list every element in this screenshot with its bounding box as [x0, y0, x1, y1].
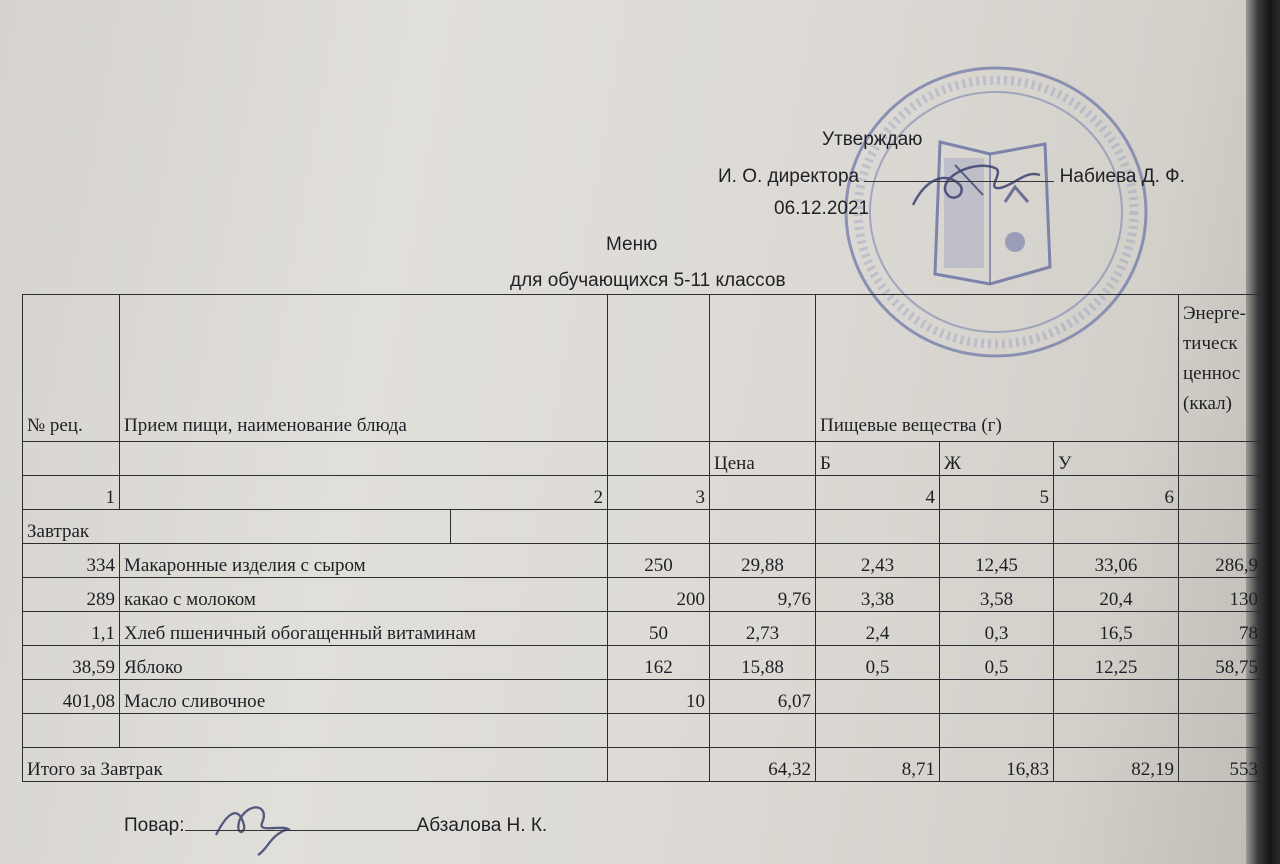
- table-row: [23, 646, 1263, 680]
- subheader-row: [23, 442, 1263, 476]
- approval-date: 06.12.2021: [774, 198, 870, 219]
- approval-line: [718, 163, 1185, 188]
- dish-name: какао с молоком: [120, 578, 608, 612]
- energy-value: 58,75: [1179, 646, 1263, 680]
- cook-signature-line: [185, 812, 417, 831]
- header-row: [23, 295, 1263, 442]
- subheader-b: Б: [816, 442, 940, 476]
- total-energy: 553: [1179, 748, 1263, 782]
- energy-value: 78: [1179, 612, 1263, 646]
- protein-value: 2,43: [816, 544, 940, 578]
- footer-cook: [124, 812, 547, 837]
- director-position: И. О. директора: [718, 166, 860, 187]
- dish-price: 15,88: [710, 646, 816, 680]
- dish-name: Масло сливочное: [120, 680, 608, 714]
- rec-number: 401,08: [23, 680, 120, 714]
- dish-name: Хлеб пшеничный обогащенный витаминам: [120, 612, 608, 646]
- header-empty: [710, 295, 816, 442]
- total-row: [23, 748, 1263, 782]
- fat-value: 12,45: [940, 544, 1054, 578]
- total-b: 8,71: [816, 748, 940, 782]
- carb-value: [1054, 680, 1179, 714]
- rec-number: 1,1: [23, 612, 120, 646]
- dish-name: Яблоко: [120, 646, 608, 680]
- total-zh: 16,83: [940, 748, 1054, 782]
- dish-price: 29,88: [710, 544, 816, 578]
- cook-label: Повар:: [124, 815, 185, 836]
- carb-value: 20,4: [1054, 578, 1179, 612]
- table-row: [23, 612, 1263, 646]
- table-row: [23, 680, 1263, 714]
- fat-value: 0,5: [940, 646, 1054, 680]
- fat-value: 3,58: [940, 578, 1054, 612]
- approval-title: Утверждаю: [822, 129, 923, 150]
- table-row: [23, 544, 1263, 578]
- energy-value: 286,9: [1179, 544, 1263, 578]
- subheader-u: У: [1054, 442, 1179, 476]
- header-rec-no: № рец.: [23, 295, 120, 442]
- section-label: Завтрак: [23, 510, 451, 544]
- energy-line-4: (ккал): [1183, 393, 1232, 414]
- dish-price: 2,73: [710, 612, 816, 646]
- header-meal: Прием пищи, наименование блюда: [120, 295, 608, 442]
- total-u: 82,19: [1054, 748, 1179, 782]
- energy-line-1: Энерге-: [1183, 303, 1246, 324]
- dish-weight: 250: [608, 544, 710, 578]
- table-row: [23, 578, 1263, 612]
- subheader-price: Цена: [710, 442, 816, 476]
- total-label: Итого за Завтрак: [23, 748, 608, 782]
- dish-weight: 200: [608, 578, 710, 612]
- protein-value: 2,4: [816, 612, 940, 646]
- col-num-2: 2: [120, 476, 608, 510]
- fat-value: [940, 680, 1054, 714]
- header-nutrients: Пищевые вещества (г): [816, 295, 1179, 442]
- carb-value: 12,25: [1054, 646, 1179, 680]
- protein-value: 0,5: [816, 646, 940, 680]
- dish-price: 6,07: [710, 680, 816, 714]
- cook-name: Абзалова Н. К.: [416, 815, 548, 836]
- director-name: Набиева Д. Ф.: [1059, 166, 1185, 187]
- col-num-6: 6: [1054, 476, 1179, 510]
- header-energy: [1179, 295, 1263, 442]
- protein-value: [816, 680, 940, 714]
- column-number-row: [23, 476, 1263, 510]
- energy-value: 130: [1179, 578, 1263, 612]
- document-subtitle: для обучающихся 5-11 классов: [510, 270, 786, 291]
- dish-price: 9,76: [710, 578, 816, 612]
- dish-weight: 50: [608, 612, 710, 646]
- dish-name: Макаронные изделия с сыром: [120, 544, 608, 578]
- energy-line-2: тическ: [1183, 333, 1238, 354]
- fat-value: 0,3: [940, 612, 1054, 646]
- menu-table: [22, 294, 1263, 782]
- dish-weight: 10: [608, 680, 710, 714]
- rec-number: 334: [23, 544, 120, 578]
- protein-value: 3,38: [816, 578, 940, 612]
- dish-weight: 162: [608, 646, 710, 680]
- section-row: [23, 510, 1263, 544]
- col-num-3: 3: [608, 476, 710, 510]
- header-empty: [608, 295, 710, 442]
- signature-line: [864, 163, 1054, 182]
- col-num-4: 4: [816, 476, 940, 510]
- energy-line-3: ценнос: [1183, 363, 1241, 384]
- rec-number: 289: [23, 578, 120, 612]
- document-title: Меню: [606, 234, 658, 255]
- energy-value: [1179, 680, 1263, 714]
- col-num-1: 1: [23, 476, 120, 510]
- carb-value: 33,06: [1054, 544, 1179, 578]
- rec-number: 38,59: [23, 646, 120, 680]
- empty-row: [23, 714, 1263, 748]
- total-price: 64,32: [710, 748, 816, 782]
- col-num-5: 5: [940, 476, 1054, 510]
- carb-value: 16,5: [1054, 612, 1179, 646]
- subheader-zh: Ж: [940, 442, 1054, 476]
